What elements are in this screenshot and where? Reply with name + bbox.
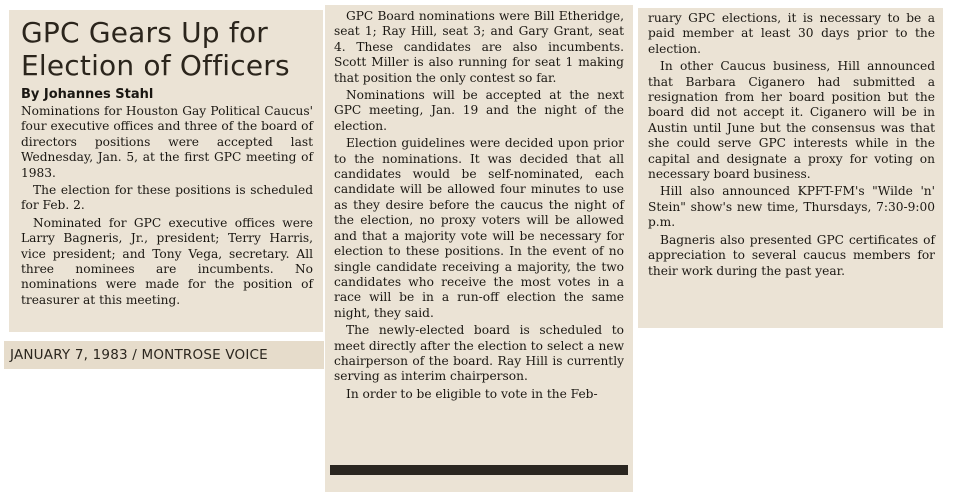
- paragraph: In other Caucus business, Hill announced that Barbara Ciganero had submitted a resignation from her board position but the board did not accept it. Ciganero will be in Austin until June but the consensus was that she could serve GPC interests while in the capital and designate a proxy for voting on necessary board business.: [648, 59, 935, 182]
- clipping-column-1: [9, 10, 323, 332]
- paragraph: GPC Board nominations were Bill Etheridge, seat 1; Ray Hill, seat 3; and Gary Grant, seat 4. These candidates are also incumbents. Scott Miller is also running for seat 1 making that position the only contest so far.: [334, 9, 624, 85]
- clipping-column-3: [638, 8, 943, 328]
- black-rule: [330, 465, 628, 475]
- paragraph: Bagneris also presented GPC certificates of appreciation to several caucus members for their work during the past year.: [648, 232, 935, 278]
- clipping-column-2: [325, 5, 633, 492]
- paragraph: In order to be eligible to vote in the Feb-: [346, 386, 598, 401]
- paragraph: The election for these positions is scheduled for Feb. 2.: [21, 183, 313, 213]
- headline: GPC Gears Up for Election of Officers: [21, 16, 290, 82]
- paragraph: Hill also announced KPFT-FM's "Wilde 'n' Stein" show's new time, Thursdays, 7:30-9:00 p.m.: [648, 184, 935, 230]
- paragraph: The newly-elected board is scheduled to meet directly after the election to select a new chairperson of the board. Ray Hill is currently serving as interim chairperson.: [334, 323, 624, 384]
- byline: By Johannes Stahl: [21, 87, 154, 102]
- dateline: JANUARY 7, 1983 / MONTROSE VOICE: [4, 341, 324, 369]
- paragraph: Election guidelines were decided upon prior to the nominations. It was decided that all candidates would be self-nominated, each candidate will be allowed four minutes to use as they desire before the caucus the night of the election, no proxy voters will be allowed and that a majority vote will be necessary for election to these positions. In the event of no single candidate receiving a majority, the two candidates who receive the most votes in a race will be in a run-off election the same night, they said.: [334, 136, 624, 320]
- paragraph: Nominated for GPC executive offices were Larry Bagneris, Jr., president; Terry Harris, vice president; and Tony Vega, secretary. All three nominees are incumbents. No nominations were made for the position of treasurer at this meeting.: [21, 215, 313, 307]
- paragraph: Nominations for Houston Gay Political Caucus' four executive offices and three of the board of directors positions were accepted last Wednesday, Jan. 5, at the first GPC meeting of 1983.: [21, 104, 313, 180]
- paragraph: Nominations will be accepted at the next GPC meeting, Jan. 19 and the night of the election.: [334, 88, 624, 133]
- paragraph: ruary GPC elections, it is necessary to be a paid member at least 30 days prior to the election.: [648, 11, 935, 56]
